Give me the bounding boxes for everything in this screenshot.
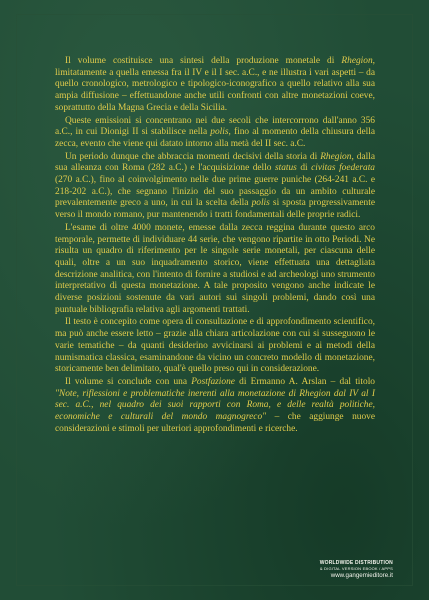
italic-term: polis — [210, 127, 229, 138]
text-run: (270 a.C.), fino al coinvolgimento nelle due prime guerre puniche (264-241 a.C. e 218-202 a.C.), che segnano l'inizio del suo passaggio da un ambito culturale prevalentemente greco a uno, in cui la scelta della — [55, 175, 375, 209]
italic-term: Rhegion — [320, 151, 352, 162]
italic-term: "Note, riflessioni e problematiche inerenti alla monetazione di Rhegion dal IV al I sec. a.C., nel quadro dei suoi rapporti con Roma, e delle realtà politiche, economiche e culturali del mondo magnogreco" — [55, 388, 375, 423]
italic-term: civitas foederata — [311, 163, 375, 174]
publisher-footer — [273, 561, 393, 580]
text-run: di — [296, 163, 312, 174]
digital-version-label: & DIGITAL VERSION EBOOK / APPS — [319, 566, 393, 572]
paragraph — [55, 223, 375, 317]
paragraph — [55, 377, 375, 436]
text-run: – che aggiunge nuove considerazioni e stimoli per ulteriori approfondimenti e ricerche. — [55, 412, 375, 434]
italic-term: Rhegion — [341, 56, 373, 66]
italic-term: Postfazione — [191, 376, 235, 387]
text-run: Queste emissioni si concentrano nei due secoli che intercorrono dall'anno 356 a.C., in cui Dionigi II si stabilisce nella — [55, 115, 375, 138]
paragraph — [55, 56, 375, 115]
text-run: Il volume si conclude con una — [65, 376, 192, 387]
distribution-label: WORLDWIDE DISTRIBUTION — [319, 560, 393, 566]
paragraph — [55, 317, 375, 376]
text-run: , fino al momento della chiusura della zecca, evento che viene qui datato intorno alla metà del II sec. a.C. — [55, 127, 375, 149]
italic-term: status — [274, 163, 297, 174]
text-run: Il volume costituisce una sintesi della produzione monetale di — [65, 56, 342, 66]
paragraph — [55, 116, 375, 151]
italic-term: polis — [251, 198, 270, 209]
text-run: L'esame di oltre 4000 monete, emesse dalla zecca reggina durante questo arco temporale, permette di individuare 44 serie, che vengono ripartite in otto Periodi. Ne risulta un quadro di riferimento per le singole serie monetali, per ciascuna delle quali, oltre a un suo inquadramento storico, viene effettuata una dettagliata descrizione analitica, con l'intento di fornire a studiosi e ad archeologi uno strumento interpretativo di questa monetazione. A tale proposito vengono anche indicate le diverse posizioni sostenute da vari autori sui singoli problemi, dando così una puntuale bibliografia relativa agli argomenti trattati. — [55, 222, 375, 315]
blurb-text — [55, 56, 375, 436]
text-run: , dalla sua alleanza con Roma (282 a.C.) e l'acquisizione dello — [55, 151, 375, 174]
text-run: Il testo è concepito come opera di consultazione e di approfondimento scientifico, ma può anche essere letto – grazie alla chiara articolazione con cui si susseguono le varie tematiche – da quanti desiderino avvicinarsi ai problemi e ai metodi della numismatica classica, esaminandone da vicino un concreto modello di monetazione, storicamente ben delimitato, qual'è quello preso qui in considerazione. — [55, 317, 375, 375]
text-run: di Ermanno A. Arslan – dal titolo — [234, 376, 375, 387]
text-run: , limitatamente a quella emessa fra il IV e il I sec. a.C., e ne illustra i vari aspetti – da quello cronologico, metrologico e tipologico-iconografico a quello relativo alla sua ampia diffusione – effettuandone anche utili confronti con altre monetazioni coeve, soprattutto della Magna Grecia e della Sicilia. — [55, 56, 375, 113]
text-run: Un periodo dunque che abbraccia momenti decisivi della storia di — [65, 151, 321, 162]
publisher-url[interactable]: www.gangemieditore.it — [330, 572, 393, 580]
paragraph — [55, 152, 375, 222]
text-run: si sposta progressivamente verso il mondo romano, pur mantenendo i tratti fondamentali delle proprie radici. — [55, 198, 375, 221]
